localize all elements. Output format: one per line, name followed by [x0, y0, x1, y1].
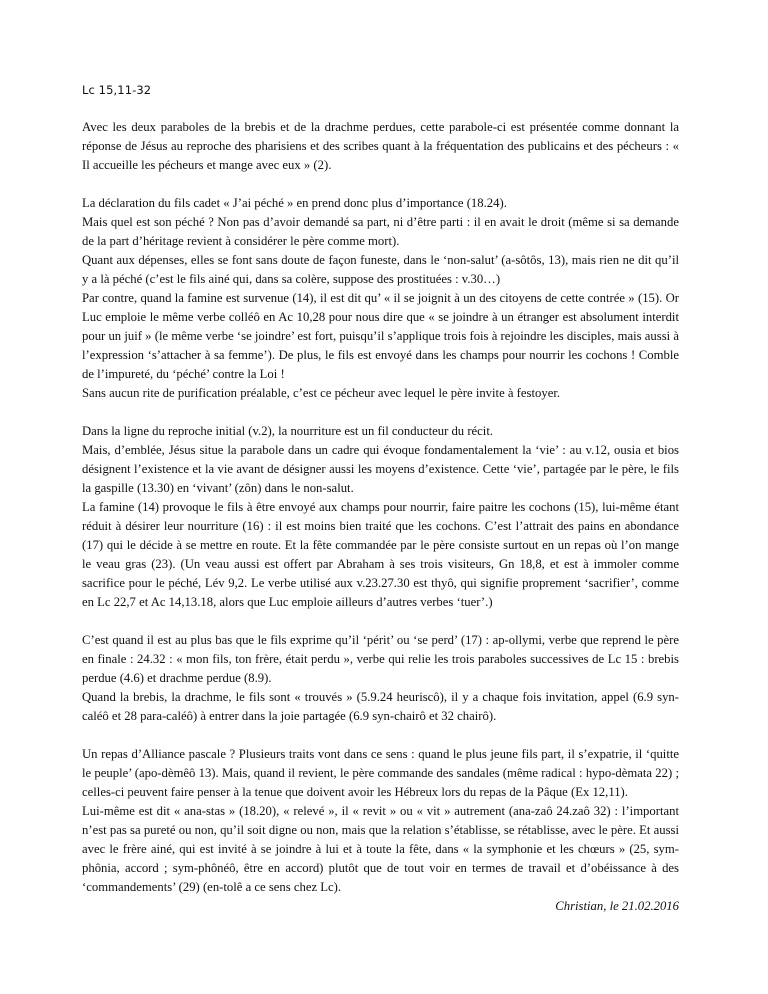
- paragraph-sin: [82, 194, 679, 403]
- scripture-reference: Lc 15,11-32: [82, 83, 152, 97]
- paragraph-covenant: [82, 745, 679, 916]
- paragraph-intro: [82, 118, 679, 175]
- paragraph-line: Quand la brebis, la drachme, le fils sont « trouvés » (5.9.24 heuriscô), il y a chaque fois invitation, appel (6.9 syn-caléô et 28 para-caléô) à entrer dans la joie partagée (6.9 syn-chairô et 32 chairô).: [82, 690, 679, 723]
- paragraph-line: Par contre, quand la famine est survenue (14), il est dit qu’ « il se joignit à un des citoyens de cette contrée » (15). Or Luc emploie le même verbe colléô en Ac 10,28 pour nous dire que « se joindre à un étranger est absolument interdit pour un juif » (le même verbe ‘se joindre’ est fort, puisqu’il s’applique trois fois à rejoindre les disciples, mais aussi à l’expression ‘s’attacher à sa femme’). De plus, le fils est envoyé dans les champs pour nourrir les cochons ! Comble de l’impureté, du ‘péché’ contre la Loi !: [82, 291, 679, 381]
- commentary-body: [82, 118, 679, 916]
- paragraph-food: [82, 422, 679, 612]
- signature: Christian, le 21.02.2016: [555, 899, 679, 913]
- paragraph-line: Quant aux dépenses, elles se font sans doute de façon funeste, dans le ‘non-salut’ (a-sôtôs, 13), mais rien ne dit qu’il y a là péché (c’est le fils ainé qui, dans sa colère, suppose des prostituées : v.30…): [82, 253, 679, 286]
- paragraph-lost: [82, 631, 679, 726]
- paragraph-line: Mais, d’emblée, Jésus situe la parabole dans un cadre qui évoque fondamentalement la ‘vie’ : au v.12, ousia et bios désignent l’existence et la vie avant de désigner aussi les moyens d’existence. Cette ‘vie’, partagée par le père, le fils la gaspille (13.30) en ‘vivant’ (zôn) dans le non-salut.: [82, 443, 679, 495]
- paragraph-line: Dans la ligne du reproche initial (v.2), la nourriture est un fil conducteur du récit.: [82, 424, 494, 438]
- paragraph-line: Avec les deux paraboles de la brebis et de la drachme perdues, cette parabole-ci est présentée comme donnant la réponse de Jésus au reproche des pharisiens et des scribes quant à la fréquentation des publicains et des pécheurs : « Il accueille les pécheurs et mange avec eux » (2).: [82, 120, 679, 172]
- paragraph-line: La déclaration du fils cadet « J’ai péché » en prend donc plus d’importance (18.24).: [82, 196, 507, 210]
- paragraph-line: Sans aucun rite de purification préalable, c’est ce pécheur avec lequel le père invite à festoyer.: [82, 386, 561, 400]
- paragraph-line: C’est quand il est au plus bas que le fils exprime qu’il ‘périt’ ou ‘se perd’ (17) : ap-ollymi, verbe que reprend le père en finale : 24.32 : « mon fils, ton frère, était perdu », verbe qui relie les trois paraboles successives de Lc 15 : brebis perdue (4.6) et drachme perdue (8.9).: [82, 633, 679, 685]
- paragraph-line: Mais quel est son péché ? Non pas d’avoir demandé sa part, ni d’être parti : il en avait le droit (même si sa demande de la part d’héritage revient à considérer le père comme mort).: [82, 215, 679, 248]
- paragraph-line: Lui-même est dit « ana-stas » (18.20), « relevé », il « revit » ou « vit » autrement (ana-zaô 24.zaô 32) : l’important n’est pas sa pureté ou non, qu’il soit digne ou non, mais que la relation s’établisse, se rétablisse, avec le père. Et aussi avec le frère ainé, qui est invité à se joindre à lui et à toute la fête, dans « la symphonie et les chœurs » (25, sym-phônia, accord ; sym-phônéô, être en accord) plutôt que de tout voir en termes de travail et d’obéissance à des ‘commandements’ (29) (en-tolê a ce sens chez Lc).: [82, 804, 679, 894]
- paragraph-line: La famine (14) provoque le fils à être envoyé aux champs pour nourrir, faire paitre les cochons (15), lui-même étant réduit à désirer leur nourriture (16) : il est moins bien traité que les cochons. C’est l’attrait des pains en abondance (17) qui le décide à se mettre en route. Et la fête commandée par le père consiste surtout en un repas où l’on mange le veau gras (23). (Un veau aussi est offert par Abraham à ses trois visiteurs, Gn 18,8, et est à immoler comme sacrifice pour le péché, Lév 9,2. Le verbe utilisé aux v.23.27.30 est thyô, qui signifie proprement ‘sacrifier’, comme en Lc 22,7 et Ac 14,13.18, alors que Luc emploie ailleurs d’autres verbes ‘tuer’.): [82, 500, 679, 609]
- paragraph-line: Un repas d’Alliance pascale ? Plusieurs traits vont dans ce sens : quand le plus jeune fils part, il s’expatrie, il ‘quitte le peuple’ (apo-dèmêô 13). Mais, quand il revient, le père commande des sandales (même radical : hypo-dèmata 22) ; celles-ci peuvent faire penser à la tenue que doivent avoir les Hébreux lors du repas de la Pâque (Ex 12,11).: [82, 747, 679, 799]
